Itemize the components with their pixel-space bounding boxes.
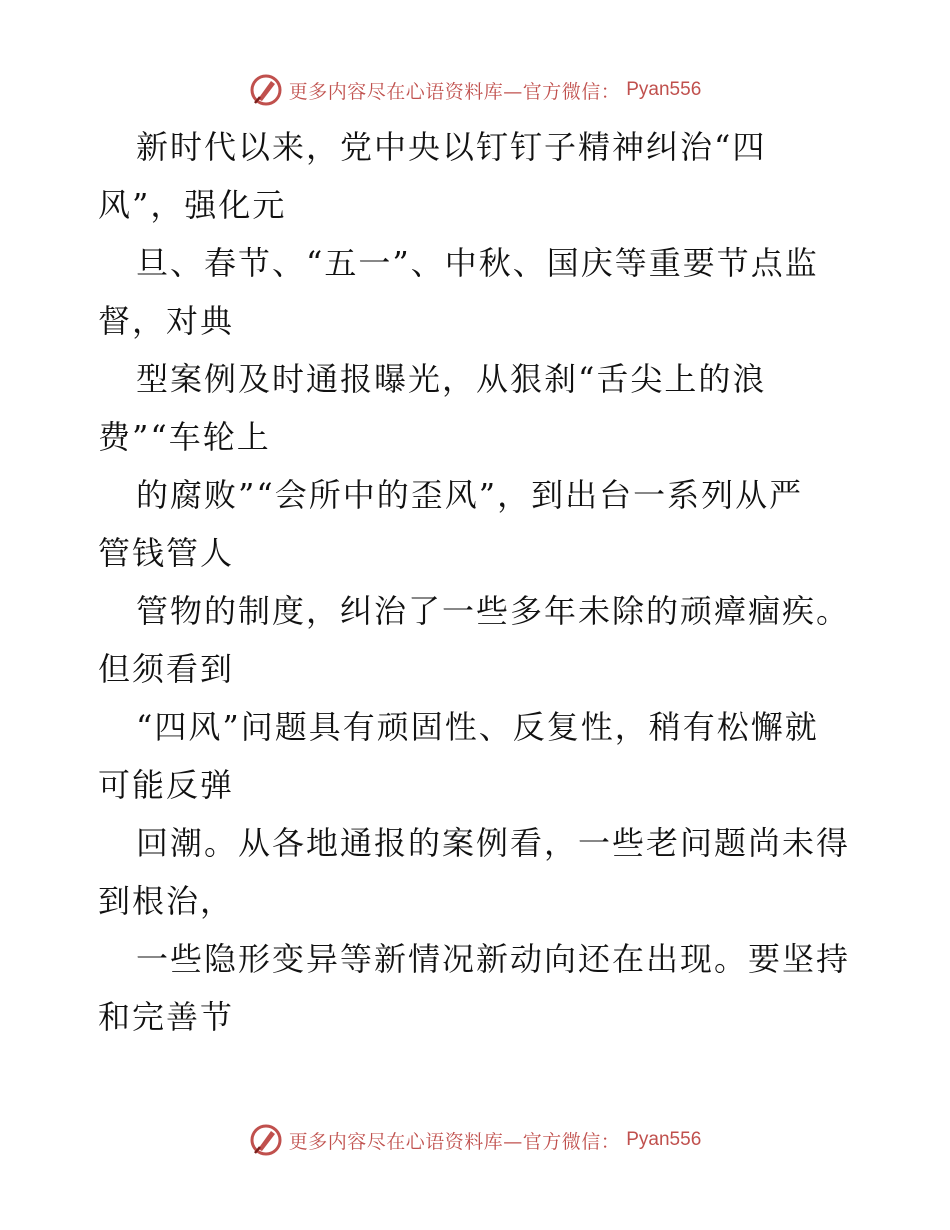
text-line: 一些隐形变异等新情况新动向还在出现。要坚持 bbox=[136, 940, 851, 978]
text-line: 管钱管人 bbox=[98, 534, 235, 572]
text-line: 管物的制度，纠治了一些多年未除的顽瘴痼疾。 bbox=[136, 592, 851, 630]
text-line: 新时代以来，党中央以钉钉子精神纠治“四 bbox=[136, 128, 767, 166]
wechat-id: Pyan556 bbox=[626, 79, 702, 100]
text-line: 和完善节 bbox=[98, 998, 235, 1036]
document-body bbox=[98, 118, 858, 1046]
text-line: 费”“车轮上 bbox=[98, 418, 271, 456]
feather-pen-logo-icon bbox=[249, 1123, 283, 1157]
text-line: 到根治， bbox=[98, 882, 235, 920]
feather-pen-logo-icon bbox=[249, 73, 283, 107]
wechat-id: Pyan556 bbox=[626, 1129, 702, 1150]
text-line: 型案例及时通报曝光，从狠刹“舌尖上的浪 bbox=[136, 360, 767, 398]
footer-banner bbox=[0, 1120, 950, 1160]
text-line: 回潮。从各地通报的案例看，一些老问题尚未得 bbox=[136, 824, 851, 862]
text-line: 风”，强化元 bbox=[98, 186, 287, 224]
banner-text: 更多内容尽在心语资料库—官方微信： bbox=[288, 1130, 621, 1153]
text-line: 督，对典 bbox=[98, 302, 235, 340]
banner-text: 更多内容尽在心语资料库—官方微信： bbox=[288, 80, 621, 103]
text-line: 可能反弹 bbox=[98, 766, 235, 804]
text-line: 的腐败”“会所中的歪风”，到出台一系列从严 bbox=[136, 476, 804, 514]
text-line: 旦、春节、“五一”、中秋、国庆等重要节点监 bbox=[136, 244, 819, 282]
text-line: 但须看到 bbox=[98, 650, 235, 688]
text-line: “四风”问题具有顽固性、反复性，稍有松懈就 bbox=[136, 708, 819, 746]
header-banner bbox=[0, 70, 950, 110]
